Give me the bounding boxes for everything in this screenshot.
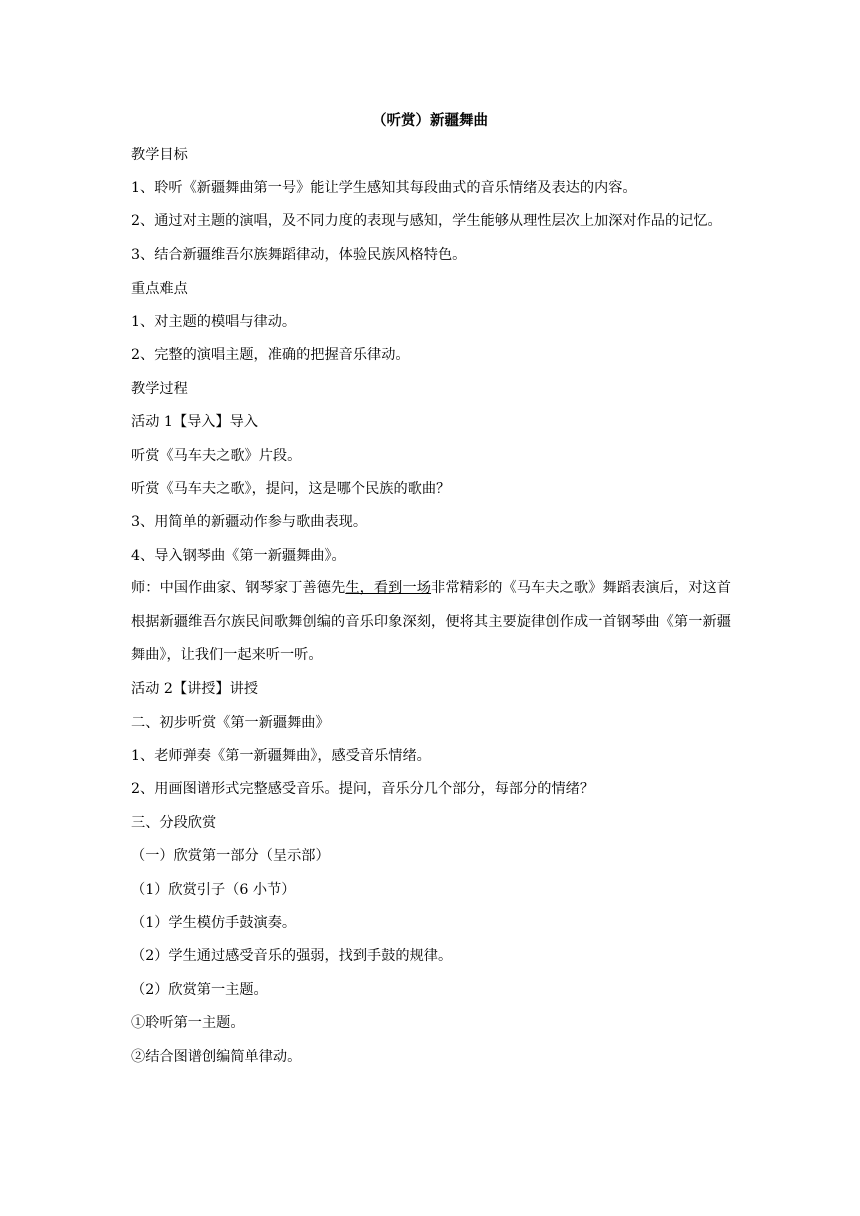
underlined-text: 生，看到一场 bbox=[345, 580, 432, 597]
paragraph: 听赏《马车夫之歌》片段。 bbox=[131, 447, 302, 464]
document-title: （听赏）新疆舞曲 bbox=[372, 113, 488, 129]
activity-heading: 活动 1【导入】导入 bbox=[131, 414, 259, 431]
teacher-paragraph bbox=[131, 572, 731, 672]
paragraph: 3、用简单的新疆动作参与歌曲表现。 bbox=[131, 514, 368, 531]
paragraph: 三、分段欣赏 bbox=[131, 814, 217, 831]
paragraph: ②结合图谱创编简单律动。 bbox=[131, 1048, 302, 1065]
paragraph: （1）欣赏引子（6 小节） bbox=[131, 881, 296, 898]
paragraph: 1、聆听《新疆舞曲第一号》能让学生感知其每段曲式的音乐情绪及表达的内容。 bbox=[131, 180, 637, 197]
paragraph: 1、老师弹奏《第一新疆舞曲》，感受音乐情绪。 bbox=[131, 748, 431, 765]
paragraph: （一）欣赏第一部分（呈示部） bbox=[131, 848, 330, 865]
paragraph: 2、通过对主题的演唱，及不同力度的表现与感知，学生能够从理性层次上加深对作品的记忆。 bbox=[131, 213, 722, 230]
teacher-text-start: 师：中国作曲家、钢琴家丁善德先 bbox=[131, 580, 346, 597]
teacher-text-end: 非常精彩的《马车夫之歌》舞蹈表演后，对这首根据新疆维吾尔族民间歌舞创编的音乐印象深刻，便将其主要旋律创作成一首钢琴曲《第一新疆舞曲》，让我们一起来听一听。 bbox=[131, 580, 731, 664]
paragraph: （1）学生模仿手鼓演奏。 bbox=[131, 915, 297, 932]
section-heading-objectives: 教学目标 bbox=[131, 147, 188, 163]
paragraph: 1、对主题的模唱与律动。 bbox=[131, 313, 297, 330]
paragraph: 3、结合新疆维吾尔族舞蹈律动，体验民族风格特色。 bbox=[131, 247, 467, 264]
document-body bbox=[131, 145, 731, 1080]
activity-heading: 活动 2【讲授】讲授 bbox=[131, 681, 259, 698]
paragraph: （2）欣赏第一主题。 bbox=[131, 981, 268, 998]
paragraph: 二、初步听赏《第一新疆舞曲》 bbox=[131, 714, 330, 731]
paragraph: ①聆听第一主题。 bbox=[131, 1015, 245, 1032]
section-heading-key-points: 重点难点 bbox=[131, 280, 188, 297]
paragraph: 4、导入钢琴曲《第一新疆舞曲》。 bbox=[131, 547, 346, 564]
paragraph: 2、用画图谱形式完整感受音乐。提问，音乐分几个部分，每部分的情绪？ bbox=[131, 781, 595, 798]
section-heading-process: 教学过程 bbox=[131, 380, 188, 397]
paragraph: （2）学生通过感受音乐的强弱，找到手鼓的规律。 bbox=[131, 948, 453, 965]
paragraph: 听赏《马车夫之歌》，提问，这是哪个民族的歌曲？ bbox=[131, 480, 451, 497]
paragraph: 2、完整的演唱主题，准确的把握音乐律动。 bbox=[131, 347, 410, 364]
